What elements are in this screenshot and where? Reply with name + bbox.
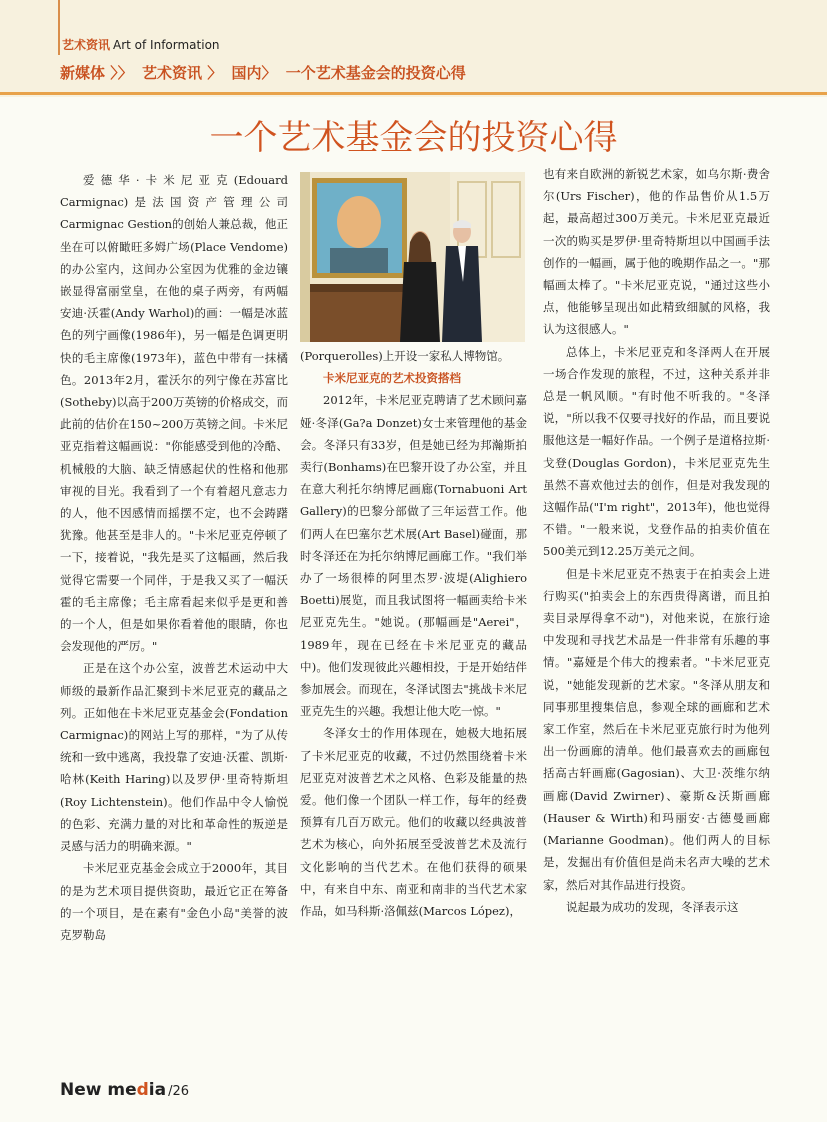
section-subheading: 卡米尼亚克的艺术投资搭档	[323, 371, 461, 386]
paragraph: 说起最为成功的发现，冬泽表示这	[566, 899, 739, 914]
paragraph: 但是卡米尼亚克不热衷于在拍卖会上进行购买("拍卖会上的东西贵得离谱，而且拍卖目录厚得拿不动")，对他来说，在旅行途中发现和寻找艺术品是一件非常有乐趣的事情。"嘉娅是个伟大的搜索者。"卡米尼亚克说，"她能发现新的艺术家。"冬泽从朋友和同事那里搜集信息，参观全球的画廊和艺术家工作室，然后在卡米尼亚克旅行时为他列出一份画廊的清单。他们最喜欢去的画廊包括高古轩画廊(Gagosian)、大卫·茨维尔纳画廊(David Zwirner)、豪斯&沃斯画廊(Hauser & Wirth)和玛丽安·古德曼画廊(Marianne Goodman)。他们两人的目标是，发掘出有价值但是尚未名声大噪的艺术家，然后对其作品进行投资。	[543, 566, 770, 892]
article-title: 一个艺术基金会的投资心得	[209, 118, 618, 158]
header-divider	[0, 92, 827, 95]
breadcrumb-item[interactable]: 艺术资讯 〉	[141, 64, 223, 82]
article-photo	[300, 172, 525, 342]
section-tag-cn: 艺术资讯	[62, 38, 111, 52]
logo-text: ia	[148, 1080, 167, 1100]
section-tag	[62, 36, 220, 53]
paragraph: 也有来自欧洲的新锐艺术家，如乌尔斯·费舍尔(Urs Fischer)，他的作品售价从1.5万起，最高超过300万美元。卡米尼亚克最近一次的购买是罗伊·里奇特斯坦以中国画手法创作的一幅画，属于他的晚期作品之一。"那幅画太棒了。"卡米尼亚克说，"通过这些小点，他能够呈现出如此精致细腻的风格，我认为这很感人。"	[543, 167, 770, 337]
page-number: /26	[168, 1084, 190, 1099]
article-column-3	[543, 163, 770, 918]
breadcrumb-item[interactable]: 新媒体 〉〉	[60, 64, 133, 82]
breadcrumb-item[interactable]: 国内〉	[231, 64, 277, 82]
paragraph: 冬泽女士的作用体现在，她极大地拓展了卡米尼亚克的收藏，不过仍然围绕着卡米尼亚克对波普艺术之风格、色彩及能量的热爱。他们像一个团队一样工作，每年的经费预算有几百万欧元。他们的收藏以经典波普艺术为核心，向外拓展至受波普艺术及流行文化影响的当代艺术。在他们获得的硕果中，有来自中东、南亚和南非的当代艺术家作品，如马科斯·洛佩兹(Marcos López)，	[300, 726, 527, 919]
breadcrumb-item: 一个艺术基金会的投资心得	[285, 64, 466, 82]
article-column-2	[300, 345, 527, 922]
header-accent-line	[58, 0, 60, 55]
paragraph: (Porquerolles)上开设一家私人博物馆。	[300, 349, 510, 363]
magazine-logo	[60, 1080, 189, 1100]
article-column-1	[60, 169, 288, 946]
section-tag-en: Art of Information	[113, 38, 220, 52]
logo-text: New me	[60, 1080, 137, 1100]
office-photo-illustration	[300, 172, 525, 342]
logo-accent: d	[136, 1080, 149, 1100]
breadcrumb	[60, 62, 470, 83]
paragraph: 卡米尼亚克基金会成立于2000年，其目的是为艺术项目提供资助，最近它正在筹备的一个项目，是在素有"金色小岛"美誉的波克罗勒岛	[60, 861, 288, 942]
paragraph: 正是在这个办公室，波普艺术运动中大师级的最新作品汇聚到卡米尼亚克的藏品之列。正如他在卡米尼亚克基金会(Fondation Carmignac)的网站上写的那样，"为了从传统和一致中逃离，我投靠了安迪·沃霍、凯斯·哈林(Keith Haring)以及罗伊·里奇特斯坦(Roy Lichtenstein)。他们作品中令人愉悦的色彩、充满力量的对比和革命性的叛逆是灵感与活力的明确来源。"	[60, 661, 288, 854]
paragraph: 2012年，卡米尼亚克聘请了艺术顾问嘉娅·冬泽(Ga?a Donzet)女士来管理他的基金会。冬泽只有33岁，但是她已经为邦瀚斯拍卖行(Bonhams)在巴黎开设了办公室，并且在意大利托尔纳博尼画廊(Tornabuoni Art Gallery)的巴黎分部做了三年运营工作。他们两人在巴塞尔艺术展(Art Basel)碰面，那时冬泽还在为托尔纳博尼画廊工作。"我们举办了一场很棒的阿里杰罗·波堤(Alighiero Boetti)展览，而且我试图将一幅画卖给卡米尼亚克先生。"她说。(那幅画是"Aerei"，1989年，现在已经在卡米尼亚克的藏品中)。他们发现彼此兴趣相投，于是开始结伴参加展会。而现在，冬泽试图去"挑战卡米尼亚克先生的兴趣。我想让他大吃一惊。"	[300, 393, 527, 719]
paragraph: 爱德华·卡米尼亚克(Edouard Carmignac)是法国资产管理公司Carmignac Gestion的创始人兼总裁，他正坐在可以俯瞰旺多姆广场(Place Vendome)的办公室内，这间办公室因为优雅的金边镶嵌显得富丽堂皇，在他的桌子两旁，有两幅安迪·沃霍(Andy Warhol)的画：一幅是冰蓝色的列宁画像(1986年)，另一幅是色调更明快的毛主席像(1973年)，蓝色中带有一抹橘色。2013年2月，霍沃尔的列宁像在苏富比(Sotheby)以高于200万英镑的价格成交，而此前的估价在150~200万英镑之间。卡米尼亚克指着这幅画说："你能感受到他的冷酷、机械般的大脑、缺乏情感起伏的性格和他那审视的目光。我看到了一个有着超凡意志力的人，他不因感情而摇摆不定，也不会踌躇犹豫。他甚至是非人的。"卡米尼亚克停顿了一下，接着说，"我先是买了这幅画，然后我觉得它需要一个同伴，于是我又买了一幅沃霍的毛主席像；毛主席看起来似乎是更和善的一个人，但是如果你看着他的眼睛，你也会发现他的严厉。"	[60, 173, 288, 654]
paragraph: 总体上，卡米尼亚克和冬泽两人在开展一场合作发现的旅程，不过，这种关系并非总是一帆风顺。"有时他不听我的。"冬泽说，"所以我不仅要寻找好的作品，而且要说服他这是一幅好作品。一个例子是道格拉斯·戈登(Douglas Gordon)，卡米尼亚克先生虽然不喜欢他过去的创作，但是对我发现的这幅作品("I'm right"，2013年)，他也觉得不错。"一般来说，戈登作品的拍卖价值在500美元到12.25万美元之间。	[543, 344, 770, 559]
